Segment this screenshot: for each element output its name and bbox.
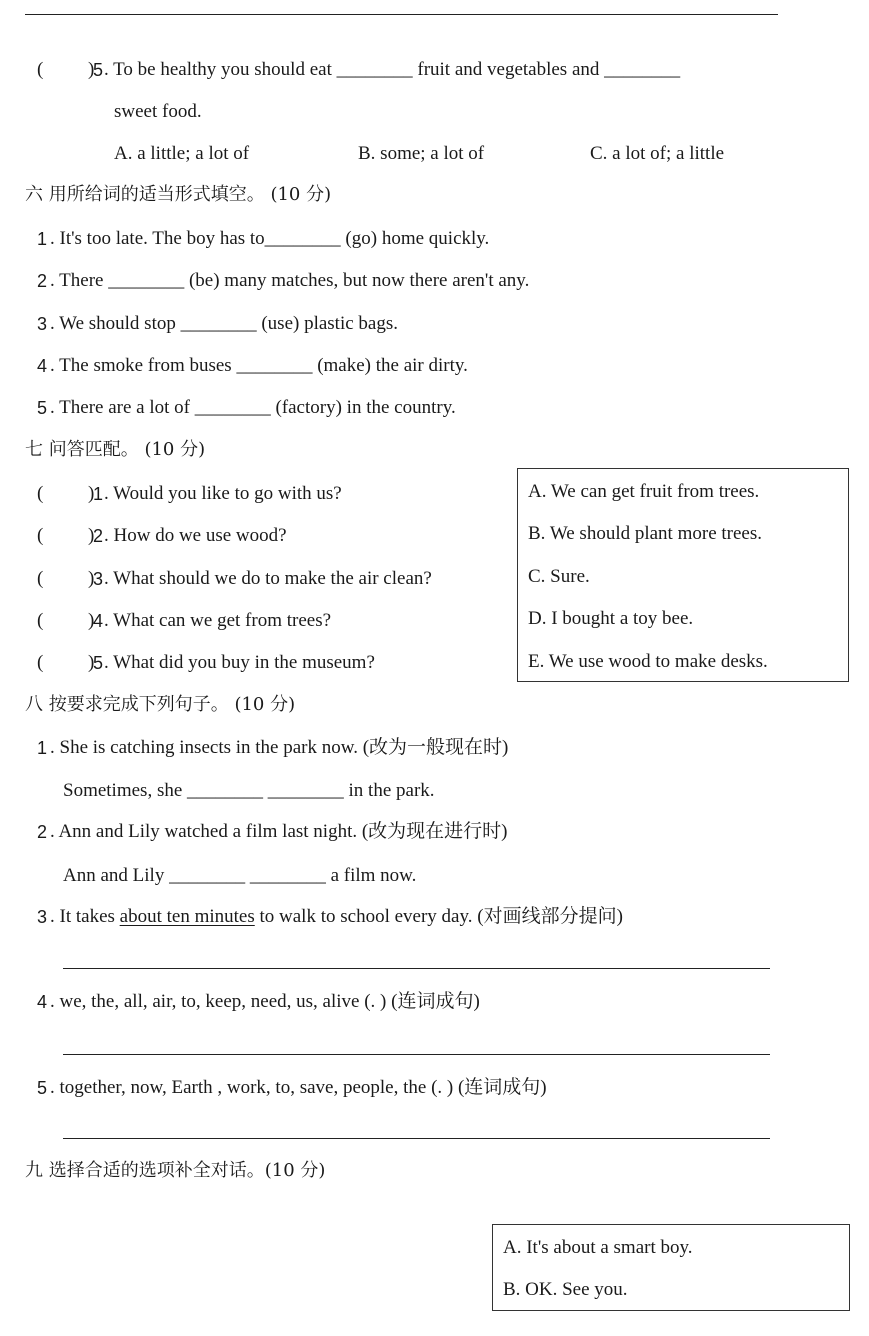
- question-text: . What should we do to make the air clean?: [104, 568, 432, 589]
- item-text: . She is catching insects in the park now. (改为一般现在时): [50, 737, 509, 758]
- item-number: 3: [37, 314, 48, 334]
- item-text: . There ________ (be) many matches, but now there aren't any.: [50, 270, 530, 291]
- answer-option: A. We can get fruit from trees.: [528, 481, 760, 502]
- item-number: 5: [37, 1078, 48, 1098]
- answer-paren-open[interactable]: (: [37, 59, 44, 80]
- item-number: 3: [37, 907, 48, 927]
- option-a[interactable]: A. a little; a lot of: [114, 143, 250, 164]
- answer-paren-open[interactable]: (: [37, 610, 44, 631]
- option-b[interactable]: B. some; a lot of: [358, 143, 485, 164]
- answer-option: D. I bought a toy bee.: [528, 608, 694, 629]
- option-c[interactable]: C. a lot of; a little: [590, 143, 725, 164]
- item-sub: Sometimes, she ________ ________ in the park.: [63, 780, 435, 801]
- answer-paren-close[interactable]: ): [88, 568, 95, 589]
- answer-paren-open[interactable]: (: [37, 525, 44, 546]
- item-number: 4: [37, 356, 48, 376]
- answer-paren-close[interactable]: ): [88, 610, 95, 631]
- item-sub: Ann and Lily ________ ________ a film now.: [63, 865, 417, 886]
- answer-option: A. It's about a smart boy.: [503, 1237, 693, 1258]
- question-number: 3: [93, 569, 104, 589]
- question-text: . Would you like to go with us?: [104, 483, 342, 504]
- item-text: . together, now, Earth , work, to, save, people, the (. ) (连词成句): [50, 1077, 547, 1098]
- question-number: 5: [93, 653, 104, 673]
- section-9-title: 九 选择合适的选项补全对话。(10 分): [25, 1160, 326, 1181]
- question-number: 2: [93, 526, 104, 546]
- answer-paren-close[interactable]: ): [88, 652, 95, 673]
- item-number: 4: [37, 992, 48, 1012]
- underlined-phrase: about ten minutes: [119, 906, 255, 927]
- answer-option: C. Sure.: [528, 566, 590, 587]
- answer-paren-close[interactable]: ): [88, 483, 95, 504]
- answer-option: B. We should plant more trees.: [528, 523, 762, 544]
- item-text: . we, the, all, air, to, keep, need, us, alive (. ) (连词成句): [50, 991, 480, 1012]
- answer-option: B. OK. See you.: [503, 1279, 628, 1300]
- question-number: 4: [93, 611, 104, 631]
- answer-paren-open[interactable]: (: [37, 652, 44, 673]
- answer-paren-open[interactable]: (: [37, 568, 44, 589]
- question-number: 5: [93, 60, 104, 80]
- item-number: 2: [37, 822, 48, 842]
- item-text: . It's too late. The boy has to________ (go) home quickly.: [50, 228, 490, 249]
- question-text: . What can we get from trees?: [104, 610, 332, 631]
- item-text-post: to walk to school every day. (对画线部分提问): [254, 906, 623, 927]
- top-rule: [25, 14, 778, 15]
- section-8-title: 八 按要求完成下列句子。 (10 分): [25, 694, 296, 715]
- question-text: . What did you buy in the museum?: [104, 652, 375, 673]
- answer-paren-close[interactable]: ): [88, 525, 95, 546]
- item-number: 5: [37, 398, 48, 418]
- item-text: . There are a lot of ________ (factory) in the country.: [50, 397, 456, 418]
- question-text: . How do we use wood?: [104, 525, 287, 546]
- answer-line[interactable]: [63, 1054, 770, 1055]
- answer-paren-open[interactable]: (: [37, 483, 44, 504]
- answer-option: E. We use wood to make desks.: [528, 651, 768, 672]
- question-text-line1: . To be healthy you should eat ________ fruit and vegetables and ________: [104, 59, 681, 80]
- answer-line[interactable]: [63, 968, 770, 969]
- item-text: [50, 907, 623, 926]
- section-6-title: 六 用所给词的适当形式填空。 (10 分): [25, 184, 332, 205]
- section-7-title: 七 问答匹配。 (10 分): [25, 439, 206, 460]
- question-number: 1: [93, 484, 104, 504]
- item-text-pre: . It takes: [50, 906, 120, 927]
- item-number: 1: [37, 229, 48, 249]
- item-text: . We should stop ________ (use) plastic bags.: [50, 313, 399, 334]
- question-text-line2: sweet food.: [114, 101, 202, 122]
- item-number: 1: [37, 738, 48, 758]
- item-number: 2: [37, 271, 48, 291]
- item-text: . The smoke from buses ________ (make) the air dirty.: [50, 355, 468, 376]
- answer-paren-close[interactable]: ): [88, 59, 95, 80]
- answer-line[interactable]: [63, 1138, 770, 1139]
- item-text: . Ann and Lily watched a film last night. (改为现在进行时): [50, 821, 508, 842]
